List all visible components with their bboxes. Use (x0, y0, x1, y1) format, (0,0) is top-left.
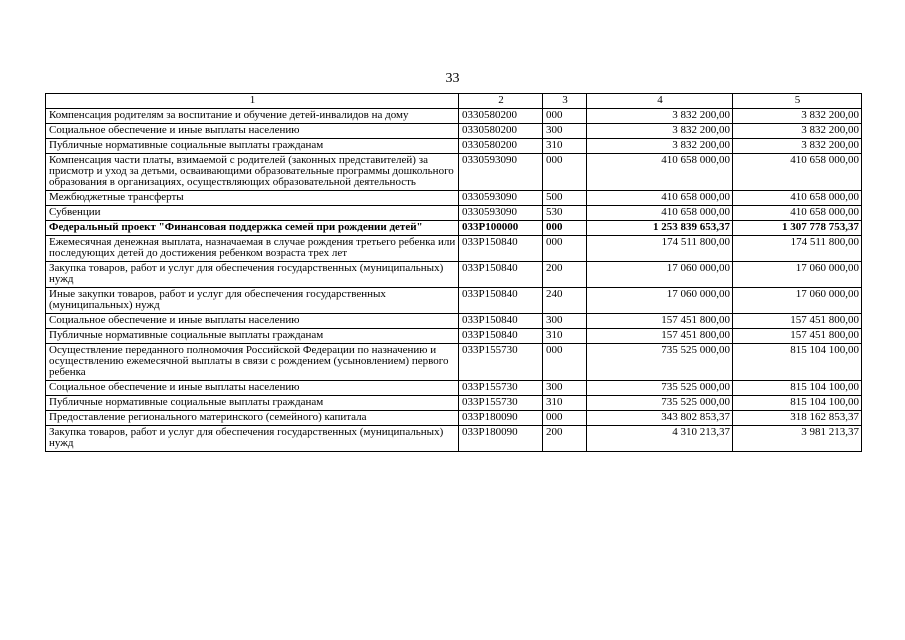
row-kind-cell: 310 (543, 329, 587, 344)
row-code-cell: 0330580200 (459, 139, 543, 154)
row-amount-col4: 735 525 000,00 (587, 344, 733, 381)
row-amount-col5: 815 104 100,00 (733, 396, 862, 411)
table-row (46, 262, 862, 288)
row-name-cell: Субвенции (46, 206, 459, 221)
table-row (46, 344, 862, 381)
row-name-cell: Социальное обеспечение и иные выплаты населению (46, 314, 459, 329)
row-kind-cell: 000 (543, 154, 587, 191)
row-amount-col5: 815 104 100,00 (733, 381, 862, 396)
row-code-cell: 0330593090 (459, 206, 543, 221)
row-amount-col4: 157 451 800,00 (587, 314, 733, 329)
row-kind-cell: 500 (543, 191, 587, 206)
row-amount-col4: 157 451 800,00 (587, 329, 733, 344)
row-kind-cell: 200 (543, 262, 587, 288)
row-kind-cell: 240 (543, 288, 587, 314)
row-code-cell: 033P180090 (459, 411, 543, 426)
table-row (46, 139, 862, 154)
row-name-cell: Осуществление переданного полномочия Российской Федерации по назначению и осуществлению ежемесячной выплаты в связи с рождением (усыновлением) первого ребенка (46, 344, 459, 381)
row-amount-col5: 3 981 213,37 (733, 426, 862, 452)
row-name-cell: Предоставление регионального материнского (семейного) капитала (46, 411, 459, 426)
row-amount-col5: 157 451 800,00 (733, 329, 862, 344)
row-name-cell: Межбюджетные трансферты (46, 191, 459, 206)
row-kind-cell: 200 (543, 426, 587, 452)
row-amount-col4: 3 832 200,00 (587, 139, 733, 154)
header-col-2: 2 (459, 94, 543, 109)
row-amount-col4: 174 511 800,00 (587, 236, 733, 262)
row-name-cell: Публичные нормативные социальные выплаты гражданам (46, 329, 459, 344)
row-amount-col4: 1 253 839 653,37 (587, 221, 733, 236)
row-kind-cell: 300 (543, 124, 587, 139)
table-body (46, 109, 862, 452)
row-name-cell: Публичные нормативные социальные выплаты гражданам (46, 396, 459, 411)
row-code-cell: 033P155730 (459, 396, 543, 411)
row-amount-col4: 410 658 000,00 (587, 206, 733, 221)
row-name-cell: Ежемесячная денежная выплата, назначаемая в случае рождения третьего ребенка или последующих детей до достижения ребенком возраста трех лет (46, 236, 459, 262)
row-amount-col4: 3 832 200,00 (587, 124, 733, 139)
row-name-cell: Публичные нормативные социальные выплаты гражданам (46, 139, 459, 154)
header-row (46, 94, 862, 109)
header-col-3: 3 (543, 94, 587, 109)
row-kind-cell: 000 (543, 109, 587, 124)
row-code-cell: 033P150840 (459, 329, 543, 344)
row-amount-col5: 3 832 200,00 (733, 124, 862, 139)
row-name-cell: Компенсация части платы, взимаемой с родителей (законных представителей) за присмотр и уход за детьми, осваивающими образовательные программы дошкольного образования в организациях, осуществляющих образовательной деятельность (46, 154, 459, 191)
row-amount-col5: 410 658 000,00 (733, 154, 862, 191)
row-code-cell: 0330580200 (459, 124, 543, 139)
row-name-cell: Иные закупки товаров, работ и услуг для обеспечения государственных (муниципальных) нужд (46, 288, 459, 314)
row-code-cell: 0330593090 (459, 191, 543, 206)
row-name-cell: Федеральный проект "Финансовая поддержка семей при рождении детей" (46, 221, 459, 236)
row-kind-cell: 530 (543, 206, 587, 221)
row-code-cell: 033P150840 (459, 262, 543, 288)
row-amount-col4: 410 658 000,00 (587, 154, 733, 191)
table-row (46, 329, 862, 344)
row-code-cell: 0330593090 (459, 154, 543, 191)
row-kind-cell: 300 (543, 381, 587, 396)
table-row (46, 288, 862, 314)
table-row (46, 221, 862, 236)
row-code-cell: 033P155730 (459, 344, 543, 381)
table-row (46, 124, 862, 139)
row-amount-col4: 17 060 000,00 (587, 288, 733, 314)
row-amount-col4: 410 658 000,00 (587, 191, 733, 206)
row-amount-col5: 17 060 000,00 (733, 288, 862, 314)
header-col-5: 5 (733, 94, 862, 109)
row-kind-cell: 000 (543, 411, 587, 426)
row-amount-col4: 735 525 000,00 (587, 396, 733, 411)
row-amount-col5: 410 658 000,00 (733, 191, 862, 206)
row-code-cell: 033P150840 (459, 236, 543, 262)
row-kind-cell: 000 (543, 344, 587, 381)
row-amount-col5: 17 060 000,00 (733, 262, 862, 288)
row-code-cell: 033P100000 (459, 221, 543, 236)
row-amount-col4: 735 525 000,00 (587, 381, 733, 396)
table-header (46, 94, 862, 109)
row-amount-col5: 815 104 100,00 (733, 344, 862, 381)
row-amount-col5: 410 658 000,00 (733, 206, 862, 221)
row-name-cell: Социальное обеспечение и иные выплаты населению (46, 124, 459, 139)
table-row (46, 236, 862, 262)
row-amount-col5: 3 832 200,00 (733, 109, 862, 124)
row-kind-cell: 310 (543, 139, 587, 154)
row-kind-cell: 300 (543, 314, 587, 329)
header-col-1: 1 (46, 94, 459, 109)
row-amount-col4: 3 832 200,00 (587, 109, 733, 124)
row-code-cell: 033P180090 (459, 426, 543, 452)
row-name-cell: Компенсация родителям за воспитание и обучение детей-инвалидов на дому (46, 109, 459, 124)
row-amount-col5: 318 162 853,37 (733, 411, 862, 426)
row-amount-col5: 1 307 778 753,37 (733, 221, 862, 236)
row-amount-col4: 4 310 213,37 (587, 426, 733, 452)
row-amount-col5: 3 832 200,00 (733, 139, 862, 154)
table-row (46, 206, 862, 221)
row-code-cell: 033P150840 (459, 314, 543, 329)
row-amount-col5: 157 451 800,00 (733, 314, 862, 329)
table-row (46, 426, 862, 452)
table-row (46, 109, 862, 124)
table-row (46, 381, 862, 396)
table-row (46, 154, 862, 191)
row-kind-cell: 000 (543, 236, 587, 262)
row-kind-cell: 000 (543, 221, 587, 236)
table-row (46, 314, 862, 329)
header-col-4: 4 (587, 94, 733, 109)
table-row (46, 396, 862, 411)
row-name-cell: Социальное обеспечение и иные выплаты населению (46, 381, 459, 396)
row-code-cell: 0330580200 (459, 109, 543, 124)
row-amount-col5: 174 511 800,00 (733, 236, 862, 262)
page-number: 33 (445, 71, 460, 86)
row-amount-col4: 343 802 853,37 (587, 411, 733, 426)
row-code-cell: 033P155730 (459, 381, 543, 396)
row-amount-col4: 17 060 000,00 (587, 262, 733, 288)
table-row (46, 411, 862, 426)
row-name-cell: Закупка товаров, работ и услуг для обеспечения государственных (муниципальных) нужд (46, 426, 459, 452)
table-row (46, 191, 862, 206)
row-name-cell: Закупка товаров, работ и услуг для обеспечения государственных (муниципальных) нужд (46, 262, 459, 288)
row-kind-cell: 310 (543, 396, 587, 411)
budget-table (45, 93, 862, 452)
row-code-cell: 033P150840 (459, 288, 543, 314)
